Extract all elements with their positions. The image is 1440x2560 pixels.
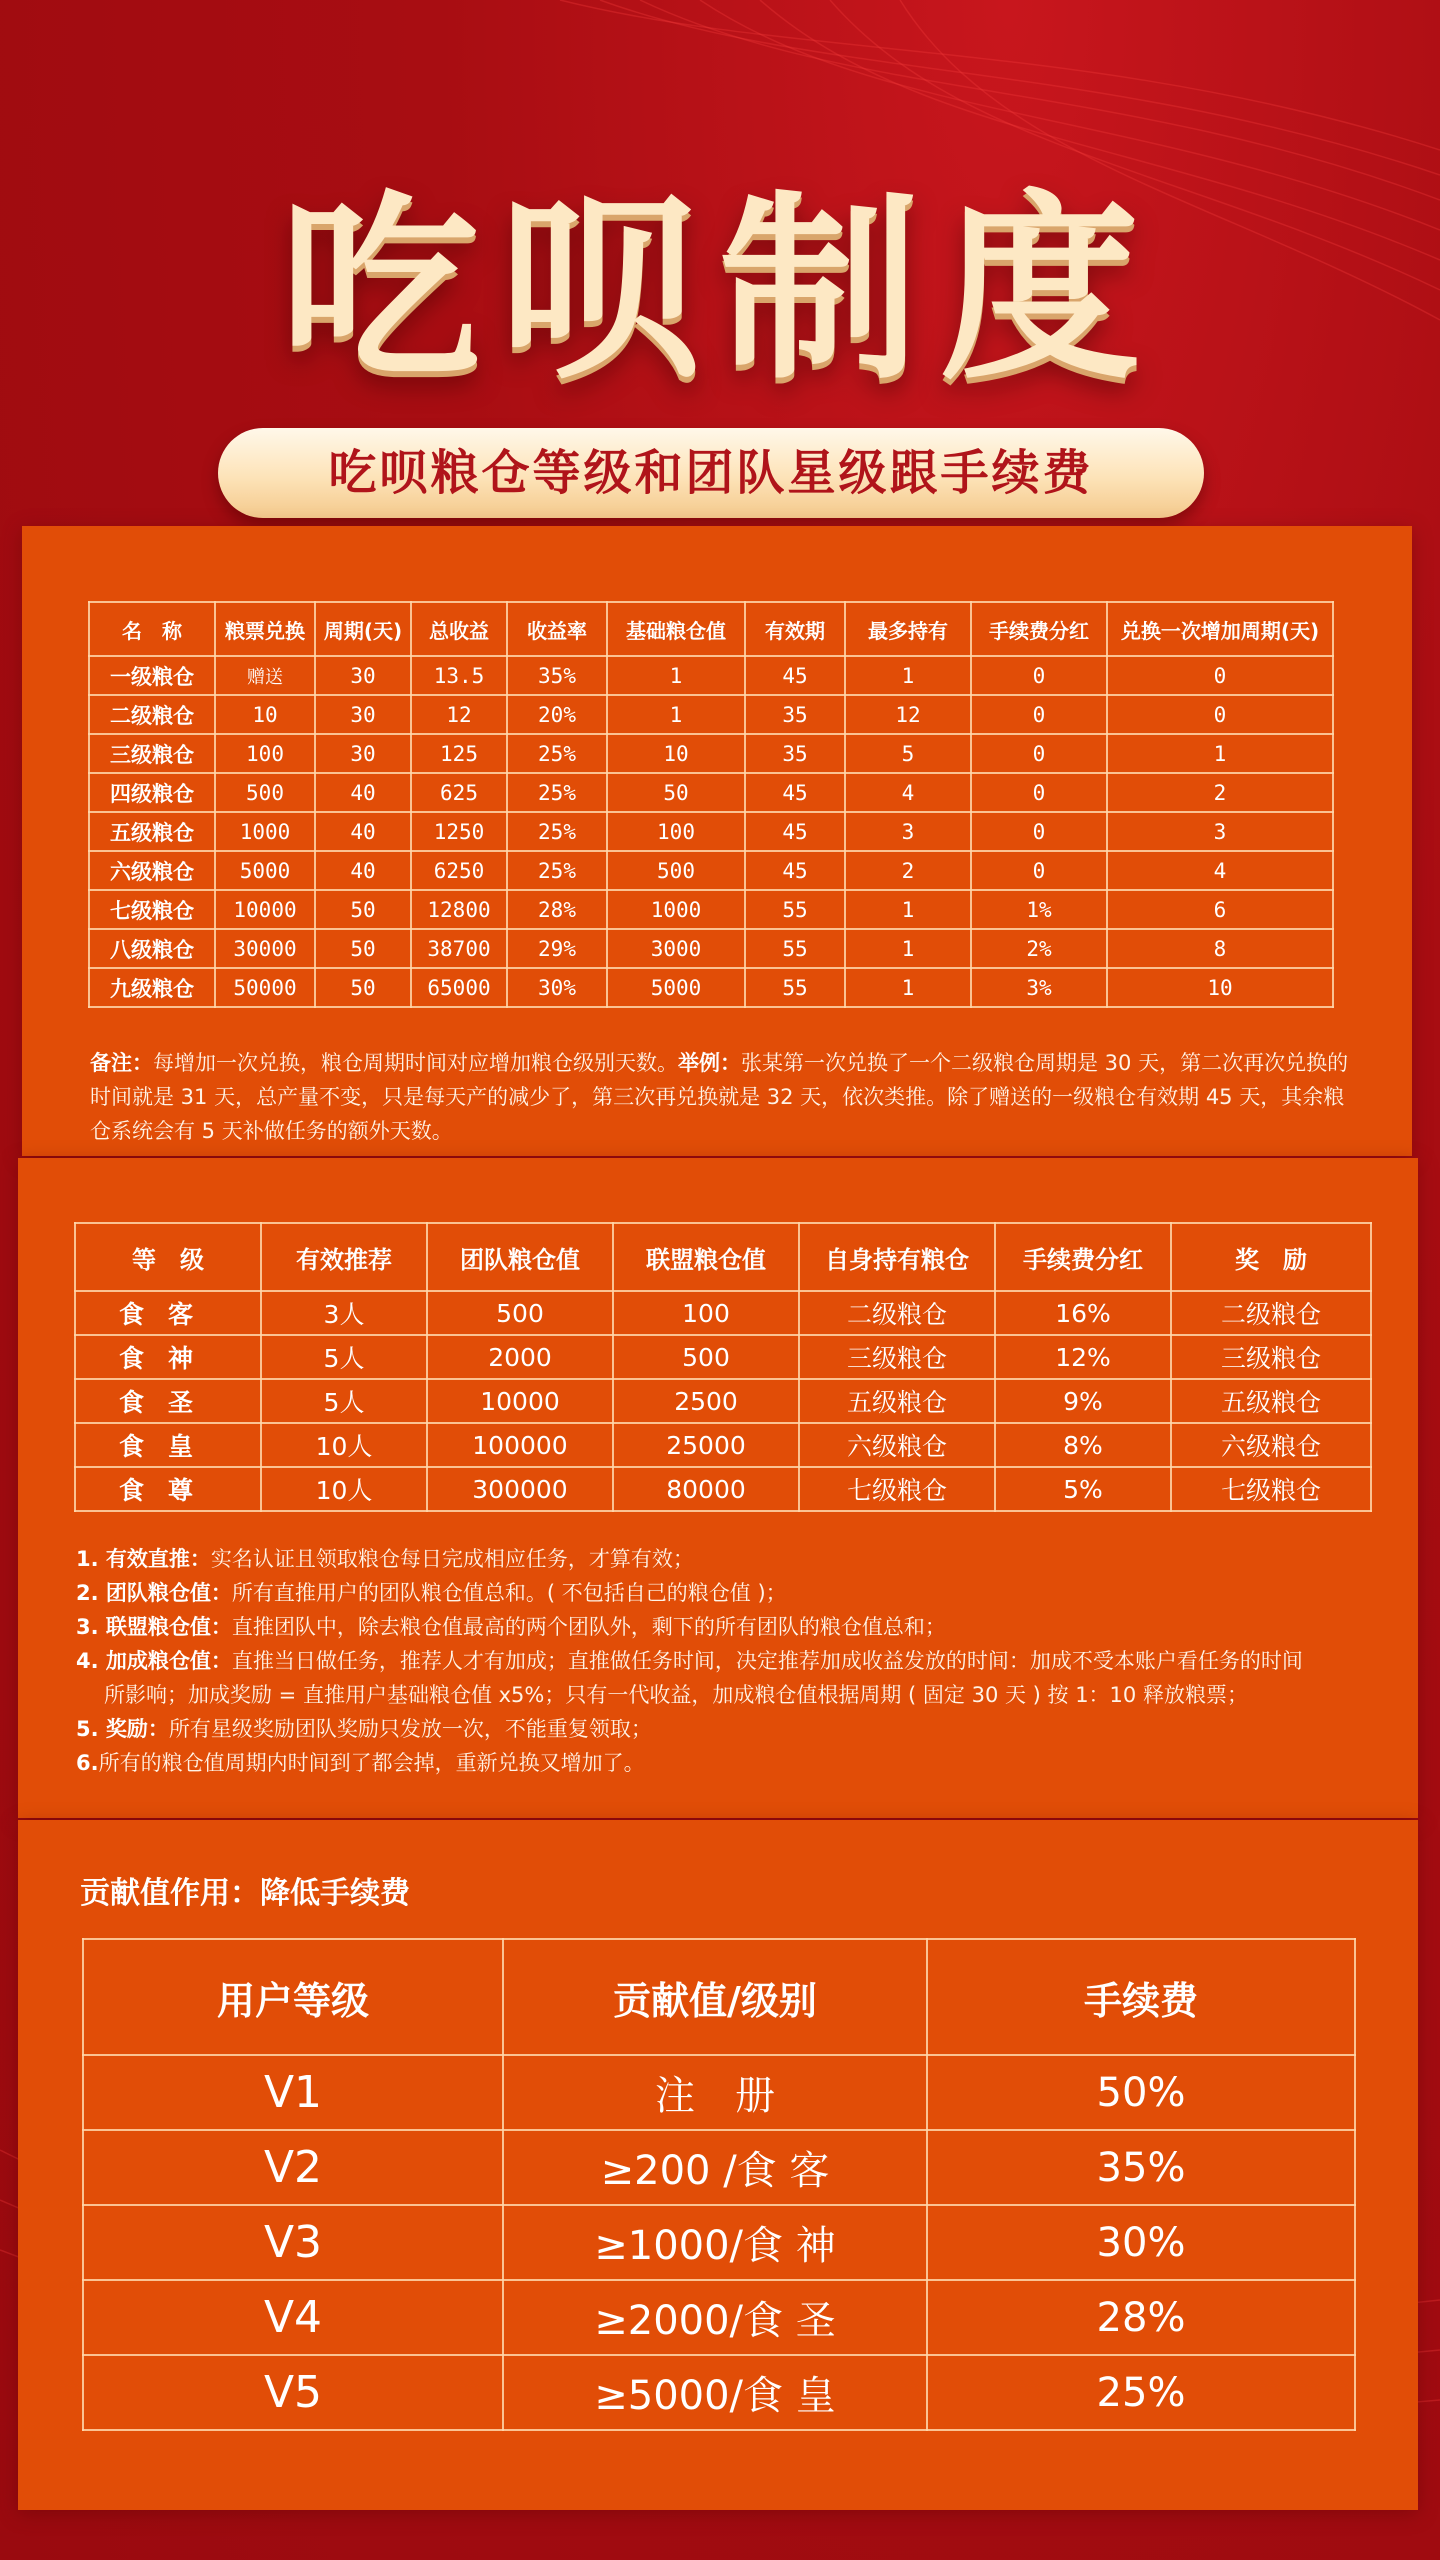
table-cell: 30000 — [215, 929, 315, 968]
rule-label: 2. 团队粮仓值： — [76, 1581, 232, 1605]
table-cell: 8% — [995, 1423, 1171, 1467]
header-cell: 有效期 — [745, 602, 845, 656]
header-cell: 贡献值/级别 — [503, 1939, 927, 2055]
table-row — [83, 2280, 1355, 2355]
header-cell: 奖 励 — [1171, 1223, 1371, 1291]
table-row — [83, 2055, 1355, 2130]
table-cell: 0 — [1107, 695, 1333, 734]
table-cell: 25000 — [613, 1423, 799, 1467]
table-cell: 3人 — [261, 1291, 427, 1335]
table-cell: 0 — [1107, 656, 1333, 695]
team-star-table — [74, 1222, 1372, 1512]
table-cell: 80000 — [613, 1467, 799, 1511]
table-cell: 30% — [927, 2205, 1355, 2280]
granary-note — [90, 1046, 1360, 1148]
table-cell: 七级粮仓 — [1171, 1467, 1371, 1511]
level-cell: V1 — [83, 2055, 503, 2130]
table-row — [83, 2355, 1355, 2430]
table-cell: 5 — [845, 734, 971, 773]
table-cell: 10 — [1107, 968, 1333, 1007]
header-cell: 收益率 — [507, 602, 607, 656]
team-star-panel — [18, 1158, 1418, 1818]
contribution-panel — [18, 1820, 1418, 2510]
level-cell: 一级粮仓 — [89, 656, 215, 695]
table-cell: 1250 — [411, 812, 507, 851]
rule-item — [76, 1610, 1396, 1644]
table-cell: 12 — [845, 695, 971, 734]
table-cell: 0 — [971, 734, 1107, 773]
table-cell: 二级粮仓 — [799, 1291, 995, 1335]
table-cell: 50 — [315, 929, 411, 968]
table-cell: 1000 — [607, 890, 745, 929]
table-cell: 赠送 — [215, 656, 315, 695]
level-cell: V3 — [83, 2205, 503, 2280]
note-label: 备注： — [90, 1051, 153, 1075]
rule-text: 实名认证且领取粮仓每日完成相应任务，才算有效； — [210, 1547, 694, 1571]
table-cell: 三级粮仓 — [799, 1335, 995, 1379]
example-text: 张某第一次兑换了一个二级粮仓周期是 30 天，第二次再次兑换的时间就是 31 天，总产量不变，只是每天产的减少了，第三次再兑换就是 32 天，依次类推。除了赠送的一级粮仓有效期 45 天，其余粮仓系统会有 5 天补做任务的额外天数。 — [90, 1051, 1349, 1143]
contribution-title: 贡献值作用：降低手续费 — [80, 1876, 410, 1911]
table-cell: 125 — [411, 734, 507, 773]
subtitle-banner: 吃呗粮仓等级和团队星级跟手续费 — [218, 428, 1204, 518]
table-cell: 25% — [927, 2355, 1355, 2430]
table-row — [89, 734, 1333, 773]
table-cell: 35 — [745, 734, 845, 773]
table-cell: 10人 — [261, 1467, 427, 1511]
rule-label: 6. — [76, 1751, 99, 1775]
table-cell: 100 — [215, 734, 315, 773]
table-cell: 12% — [995, 1335, 1171, 1379]
table-cell: 10人 — [261, 1423, 427, 1467]
table-cell: 六级粮仓 — [1171, 1423, 1371, 1467]
table-cell: 6 — [1107, 890, 1333, 929]
table-row — [89, 890, 1333, 929]
table-cell: 2 — [1107, 773, 1333, 812]
level-cell: 二级粮仓 — [89, 695, 215, 734]
table-cell: ≥2000/食 圣 — [503, 2280, 927, 2355]
granary-level-table — [88, 601, 1334, 1008]
header-cell: 粮票兑换 — [215, 602, 315, 656]
header-cell: 兑换一次增加周期(天) — [1107, 602, 1333, 656]
rule-text: 所有星级奖励团队奖励只发放一次，不能重复领取； — [168, 1717, 652, 1741]
table-cell: 七级粮仓 — [799, 1467, 995, 1511]
level-cell: 六级粮仓 — [89, 851, 215, 890]
table-cell: 40 — [315, 773, 411, 812]
table-cell: 0 — [971, 812, 1107, 851]
note-text: 每增加一次兑换，粮仓周期时间对应增加粮仓级别天数。 — [153, 1051, 678, 1075]
level-cell: 五级粮仓 — [89, 812, 215, 851]
table-header-row — [75, 1223, 1371, 1291]
table-cell: 1 — [845, 929, 971, 968]
table-cell: 1000 — [215, 812, 315, 851]
table-cell: 3000 — [607, 929, 745, 968]
table-cell: 40 — [315, 851, 411, 890]
table-cell: ≥200 /食 客 — [503, 2130, 927, 2205]
contribution-table — [82, 1938, 1356, 2431]
rule-text: 直推团队中，除去粮仓值最高的两个团队外，剩下的所有团队的粮仓值总和； — [231, 1615, 946, 1639]
table-row — [83, 2130, 1355, 2205]
table-cell: 40 — [315, 812, 411, 851]
main-title: 吃呗制度 — [279, 172, 1160, 407]
table-cell: 1 — [1107, 734, 1333, 773]
header-cell: 手续费 — [927, 1939, 1355, 2055]
level-cell: 三级粮仓 — [89, 734, 215, 773]
table-cell: 13.5 — [411, 656, 507, 695]
header-cell: 总收益 — [411, 602, 507, 656]
table-cell: ≥5000/食 皇 — [503, 2355, 927, 2430]
table-cell: 5人 — [261, 1335, 427, 1379]
table-cell: 六级粮仓 — [799, 1423, 995, 1467]
rule-item — [76, 1644, 1396, 1678]
table-cell: 25% — [507, 773, 607, 812]
table-cell: 0 — [971, 851, 1107, 890]
table-cell: 25% — [507, 851, 607, 890]
table-row — [75, 1335, 1371, 1379]
table-row — [89, 773, 1333, 812]
level-cell: V4 — [83, 2280, 503, 2355]
table-cell: 45 — [745, 773, 845, 812]
rule-item — [76, 1576, 1396, 1610]
level-cell: 食客 — [75, 1291, 261, 1335]
table-cell: 二级粮仓 — [1171, 1291, 1371, 1335]
table-cell: 1 — [607, 656, 745, 695]
header-cell: 团队粮仓值 — [427, 1223, 613, 1291]
table-cell: 0 — [971, 773, 1107, 812]
table-cell: 3 — [1107, 812, 1333, 851]
table-cell: 3% — [971, 968, 1107, 1007]
level-cell: 食皇 — [75, 1423, 261, 1467]
table-cell: 1 — [607, 695, 745, 734]
table-cell: 6250 — [411, 851, 507, 890]
table-cell: 35% — [927, 2130, 1355, 2205]
level-cell: 食圣 — [75, 1379, 261, 1423]
rule-item-continuation: 所影响；加成奖励 = 直推用户基础粮仓值 x5%；只有一代收益，加成粮仓值根据周期 ( 固定 30 天 ) 按 1：10 释放粮票； — [104, 1683, 1248, 1707]
level-cell: 七级粮仓 — [89, 890, 215, 929]
table-cell: 625 — [411, 773, 507, 812]
table-cell: 30 — [315, 695, 411, 734]
table-cell: 5000 — [607, 968, 745, 1007]
rules-list — [76, 1542, 1396, 1780]
table-cell: 2500 — [613, 1379, 799, 1423]
table-cell: 9% — [995, 1379, 1171, 1423]
table-cell: 2% — [971, 929, 1107, 968]
header-cell: 有效推荐 — [261, 1223, 427, 1291]
table-cell: 五级粮仓 — [1171, 1379, 1371, 1423]
header-cell: 用户等级 — [83, 1939, 503, 2055]
example-label: 举例： — [678, 1051, 741, 1075]
header-cell: 基础粮仓值 — [607, 602, 745, 656]
table-cell: 8 — [1107, 929, 1333, 968]
table-cell: 30% — [507, 968, 607, 1007]
table-cell: 12 — [411, 695, 507, 734]
rule-text: 直推当日做任务，推荐人才有加成；直推做任务时间，决定推荐加成收益发放的时间：加成不受本账户看任务的时间 — [231, 1649, 1303, 1673]
table-cell: 50% — [927, 2055, 1355, 2130]
rule-item — [76, 1712, 1396, 1746]
table-row — [89, 656, 1333, 695]
table-cell: 29% — [507, 929, 607, 968]
table-cell: 30 — [315, 656, 411, 695]
table-cell: 12800 — [411, 890, 507, 929]
table-cell: 1% — [971, 890, 1107, 929]
table-cell: 50 — [315, 968, 411, 1007]
level-cell: V5 — [83, 2355, 503, 2430]
table-row — [75, 1379, 1371, 1423]
level-cell: 九级粮仓 — [89, 968, 215, 1007]
table-cell: 55 — [745, 929, 845, 968]
header-cell: 手续费分红 — [971, 602, 1107, 656]
table-cell: 10 — [215, 695, 315, 734]
rule-item — [76, 1542, 1396, 1576]
table-cell: 4 — [845, 773, 971, 812]
table-row — [75, 1467, 1371, 1511]
table-cell: 45 — [745, 656, 845, 695]
table-cell: 20% — [507, 695, 607, 734]
table-cell: 0 — [971, 695, 1107, 734]
header-cell: 周期(天) — [315, 602, 411, 656]
table-cell: 55 — [745, 890, 845, 929]
table-cell: 35% — [507, 656, 607, 695]
table-cell: 500 — [427, 1291, 613, 1335]
table-cell: 45 — [745, 851, 845, 890]
header-cell: 等 级 — [75, 1223, 261, 1291]
table-row — [89, 851, 1333, 890]
table-row — [83, 2205, 1355, 2280]
header-cell: 最多持有 — [845, 602, 971, 656]
table-cell: 1 — [845, 656, 971, 695]
table-cell: 2000 — [427, 1335, 613, 1379]
granary-level-panel — [22, 526, 1412, 1156]
table-row — [89, 929, 1333, 968]
table-cell: 45 — [745, 812, 845, 851]
level-cell: 食神 — [75, 1335, 261, 1379]
table-cell: 55 — [745, 968, 845, 1007]
table-cell: 10 — [607, 734, 745, 773]
table-cell: 25% — [507, 812, 607, 851]
level-cell: 食尊 — [75, 1467, 261, 1511]
table-row — [89, 695, 1333, 734]
rule-label: 3. 联盟粮仓值： — [76, 1615, 232, 1639]
table-cell: 100 — [613, 1291, 799, 1335]
table-cell: 500 — [613, 1335, 799, 1379]
table-row — [89, 968, 1333, 1007]
rule-text: 所有直推用户的团队粮仓值总和。( 不包括自己的粮仓值 )； — [231, 1581, 787, 1605]
header-cell: 联盟粮仓值 — [613, 1223, 799, 1291]
table-cell: 4 — [1107, 851, 1333, 890]
header-cell: 自身持有粮仓 — [799, 1223, 995, 1291]
table-cell: 38700 — [411, 929, 507, 968]
table-cell: 五级粮仓 — [799, 1379, 995, 1423]
table-cell: 28% — [927, 2280, 1355, 2355]
table-cell: 5人 — [261, 1379, 427, 1423]
table-cell: 0 — [971, 656, 1107, 695]
level-cell: V2 — [83, 2130, 503, 2205]
table-cell: 2 — [845, 851, 971, 890]
table-header-row — [83, 1939, 1355, 2055]
table-cell: 30 — [315, 734, 411, 773]
table-cell: 三级粮仓 — [1171, 1335, 1371, 1379]
level-cell: 四级粮仓 — [89, 773, 215, 812]
table-cell: 300000 — [427, 1467, 613, 1511]
table-cell: 10000 — [215, 890, 315, 929]
table-cell: 16% — [995, 1291, 1171, 1335]
table-cell: 25% — [507, 734, 607, 773]
table-cell: 50000 — [215, 968, 315, 1007]
table-cell: 1 — [845, 890, 971, 929]
table-cell: 注 册 — [503, 2055, 927, 2130]
rule-label: 4. 加成粮仓值： — [76, 1649, 232, 1673]
table-cell: ≥1000/食 神 — [503, 2205, 927, 2280]
table-row — [75, 1291, 1371, 1335]
rule-label: 5. 奖励： — [76, 1717, 169, 1741]
table-cell: 100 — [607, 812, 745, 851]
table-cell: 28% — [507, 890, 607, 929]
header-cell: 手续费分红 — [995, 1223, 1171, 1291]
table-cell: 5% — [995, 1467, 1171, 1511]
rule-item — [76, 1746, 1396, 1780]
rule-text: 所有的粮仓值周期内时间到了都会掉，重新兑换又增加了。 — [98, 1751, 645, 1775]
table-cell: 50 — [607, 773, 745, 812]
table-cell: 100000 — [427, 1423, 613, 1467]
table-cell: 500 — [215, 773, 315, 812]
table-cell: 10000 — [427, 1379, 613, 1423]
table-cell: 5000 — [215, 851, 315, 890]
table-cell: 3 — [845, 812, 971, 851]
table-cell: 35 — [745, 695, 845, 734]
table-cell: 1 — [845, 968, 971, 1007]
table-header-row — [89, 602, 1333, 656]
rule-label: 1. 有效直推： — [76, 1547, 211, 1571]
table-row — [89, 812, 1333, 851]
table-row — [75, 1423, 1371, 1467]
table-cell: 500 — [607, 851, 745, 890]
header-cell: 名 称 — [89, 602, 215, 656]
level-cell: 八级粮仓 — [89, 929, 215, 968]
table-cell: 50 — [315, 890, 411, 929]
table-cell: 65000 — [411, 968, 507, 1007]
